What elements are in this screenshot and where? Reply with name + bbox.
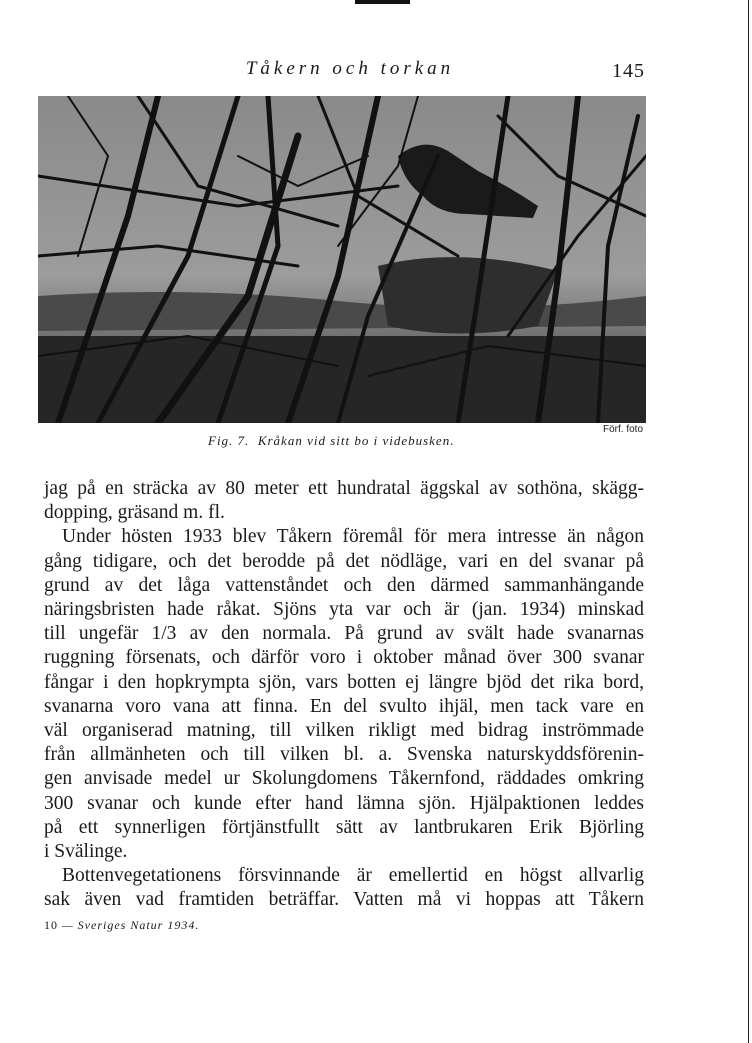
figure-photo (38, 96, 646, 423)
text-line: från allmänheten och till vilken bl. a. Svenska naturskyddsförenin- (44, 744, 644, 766)
crow-nest-photo-icon (38, 96, 646, 423)
text-line: till ungefär 1/3 av den normala. På grund av svält hade svanarnas (44, 623, 644, 645)
text-line: på ett synnerligen förtjänstfullt sätt av lantbrukaren Erik Björling (44, 816, 644, 838)
text-line: fångar i den hopkrympta sjön, vars botten ej längre bjöd det rika bord, (44, 671, 644, 693)
text-line: Bottenvegetationens försvinnande är emellertid en högst allvarlig (62, 865, 644, 887)
signature-number: 10 (44, 918, 58, 932)
text-line: i Svälinge. (44, 841, 128, 863)
text-line: sak även vad framtiden beträffar. Vatten må vi hoppas att Tåkern (44, 889, 644, 911)
text-line: näringsbristen hade råkat. Sjöns yta var och är (jan. 1934) minskad (44, 599, 644, 621)
page-number: 145 (612, 60, 645, 82)
text-line: gen anvisade medel ur Skolungdomens Tåkernfond, räddades omkring (44, 768, 644, 790)
text-line: Under hösten 1933 blev Tåkern föremål för mera intresse än någon (62, 526, 644, 548)
text-line: ruggning försenats, och därför voro i oktober månad över 300 svanar (44, 647, 644, 669)
running-title: Tåkern och torkan (245, 58, 455, 79)
caption-text: Kråkan vid sitt bo i videbusken. (257, 433, 455, 448)
caption-number: Fig. 7. (208, 433, 250, 448)
photo-credit: Förf. foto (603, 424, 644, 435)
top-edge-mark (355, 0, 410, 4)
signature-footer (44, 918, 199, 933)
page-edge-line (748, 0, 749, 1043)
text-line: jag på en sträcka av 80 meter ett hundratal äggskal av sothöna, skägg- (44, 478, 644, 499)
text-line: väl organiserad matning, till vilken rikligt med bidrag inströmmade (44, 720, 644, 742)
body-text (44, 477, 644, 913)
text-line: 300 svanar och kunde efter hand lämna sjön. Hjälpaktionen leddes (44, 792, 644, 814)
text-line: svanarna voro vana att finna. En del svulto ihjäl, men tack vare en (44, 695, 644, 717)
text-line: gång tidigare, och det berodde på det nödläge, vari en del svanar på (44, 550, 644, 572)
signature-text: — Sveriges Natur 1934. (62, 918, 200, 932)
text-line: grund av det låga vattenståndet och den därmed sammanhängande (44, 574, 644, 596)
figure-caption (208, 433, 454, 449)
text-line: dopping, gräsand m. fl. (44, 502, 225, 524)
